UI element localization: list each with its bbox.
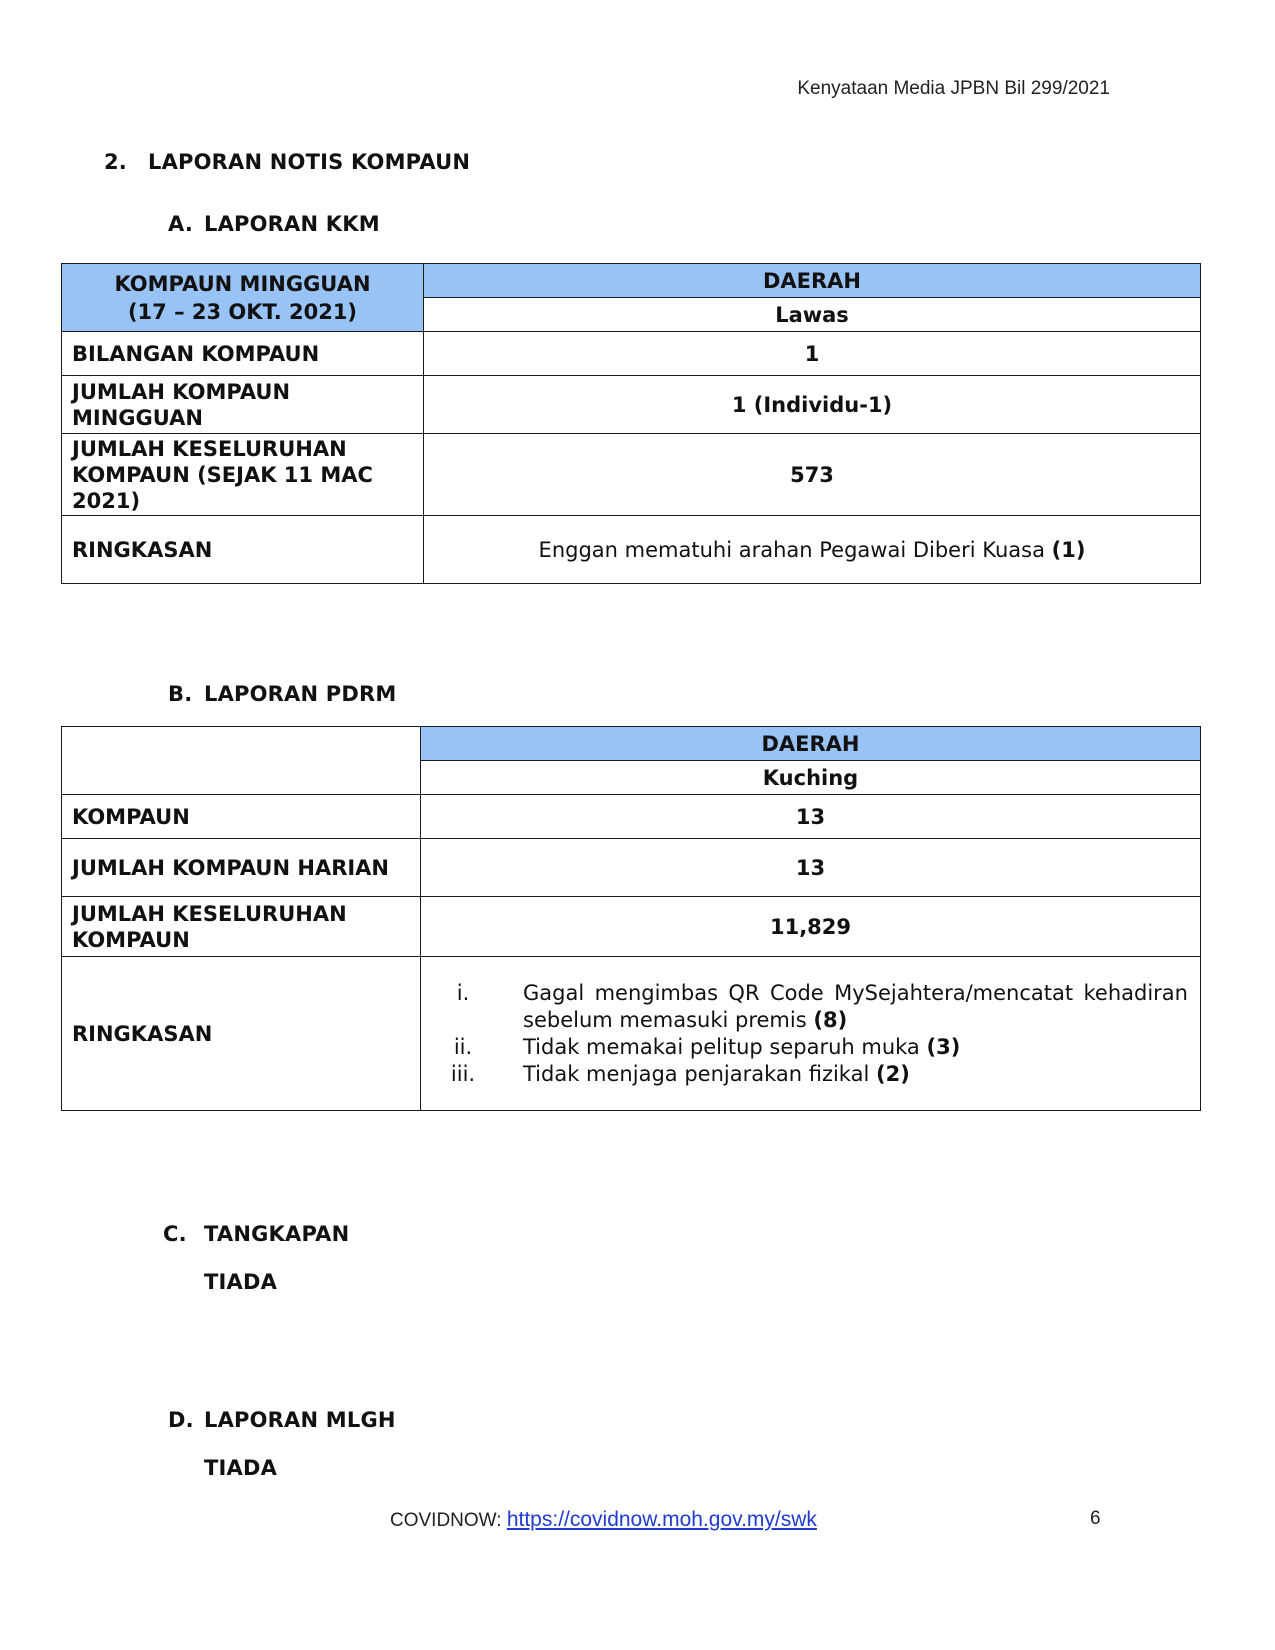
list-count: (2) <box>876 1061 910 1086</box>
kkm-district: Lawas <box>424 298 1201 332</box>
kkm-heading <box>168 212 380 236</box>
list-text: Tidak menjaga penjarakan fizikal (2) <box>523 1061 910 1086</box>
list-numeral: ii. <box>453 1034 473 1059</box>
list-item <box>433 1061 1188 1088</box>
mlgh-title: LAPORAN MLGH <box>204 1408 396 1432</box>
kkm-row-label: BILANGAN KOMPAUN <box>62 332 424 376</box>
section-number: 2. <box>104 150 127 174</box>
mlgh-letter: D. <box>168 1408 194 1432</box>
table-row <box>62 516 1201 584</box>
tangkapan-status: TIADA <box>204 1270 278 1294</box>
pdrm-title: LAPORAN PDRM <box>204 682 397 706</box>
pdrm-summary-list <box>433 980 1188 1088</box>
list-count: (8) <box>813 1007 848 1032</box>
tangkapan-title: TANGKAPAN <box>204 1222 350 1246</box>
footer-label: COVIDNOW: <box>390 1510 502 1531</box>
pdrm-row-label: JUMLAH KOMPAUN HARIAN <box>62 839 421 897</box>
table-row <box>62 897 1201 957</box>
pdrm-summary-label: RINGKASAN <box>62 957 421 1111</box>
pdrm-corner-header <box>62 727 421 795</box>
pdrm-column-header: DAERAH <box>421 727 1201 761</box>
list-numeral: i. <box>456 980 470 1005</box>
table-row <box>62 957 1201 1111</box>
pdrm-row-value: 13 <box>421 795 1201 839</box>
table-row <box>62 434 1201 516</box>
kkm-row-value: 1 <box>424 332 1201 376</box>
kkm-summary-text: Enggan mematuhi arahan Pegawai Diberi Kuasa <box>538 537 1045 562</box>
kkm-summary-count: (1) <box>1051 537 1086 562</box>
table-row <box>62 376 1201 434</box>
kkm-row-label: JUMLAH KESELURUHAN KOMPAUN (SEJAK 11 MAC 2021) <box>62 434 424 516</box>
section-heading <box>104 150 470 174</box>
kkm-summary <box>424 516 1201 584</box>
kkm-title: LAPORAN KKM <box>204 212 380 236</box>
kkm-row-label: JUMLAH KOMPAUN MINGGUAN <box>62 376 424 434</box>
kkm-corner-header <box>62 264 424 332</box>
pdrm-row-label: JUMLAH KESELURUHAN KOMPAUN <box>62 897 421 957</box>
list-item <box>433 1034 1188 1061</box>
pdrm-district: Kuching <box>421 761 1201 795</box>
list-numeral: iii. <box>450 1061 476 1086</box>
table-row <box>62 839 1201 897</box>
pdrm-summary <box>421 957 1201 1111</box>
pdrm-row-label: KOMPAUN <box>62 795 421 839</box>
tangkapan-letter: C. <box>163 1222 187 1246</box>
pdrm-row-value: 11,829 <box>421 897 1201 957</box>
table-row <box>62 795 1201 839</box>
kkm-letter: A. <box>168 212 194 236</box>
list-text: Gagal mengimbas QR Code MySejahtera/mencatat kehadiran sebelum memasuki premis (8) <box>523 980 1188 1032</box>
kkm-corner-line1: KOMPAUN MINGGUAN <box>114 271 371 296</box>
list-text: Tidak memakai pelitup separuh muka (3) <box>523 1034 961 1059</box>
footer <box>390 1508 817 1532</box>
kkm-column-header: DAERAH <box>424 264 1201 298</box>
kkm-row-value: 573 <box>424 434 1201 516</box>
kkm-row-value: 1 (Individu-1) <box>424 376 1201 434</box>
pdrm-table <box>61 726 1201 1111</box>
tangkapan-heading <box>163 1222 349 1246</box>
list-count: (3) <box>926 1034 961 1059</box>
pdrm-letter: B. <box>168 682 193 706</box>
kkm-table <box>61 263 1201 584</box>
page-number: 6 <box>1090 1508 1101 1529</box>
document-reference: Kenyataan Media JPBN Bil 299/2021 <box>797 78 1110 99</box>
covidnow-link[interactable]: https://covidnow.moh.gov.my/swk <box>506 1508 817 1531</box>
mlgh-heading <box>168 1408 396 1432</box>
mlgh-status: TIADA <box>204 1456 278 1480</box>
pdrm-heading <box>168 682 396 706</box>
kkm-summary-label: RINGKASAN <box>62 516 424 584</box>
table-row <box>62 332 1201 376</box>
section-title: LAPORAN NOTIS KOMPAUN <box>148 150 471 174</box>
kkm-corner-line2: (17 – 23 OKT. 2021) <box>127 299 358 324</box>
list-item <box>433 980 1188 1034</box>
pdrm-row-value: 13 <box>421 839 1201 897</box>
